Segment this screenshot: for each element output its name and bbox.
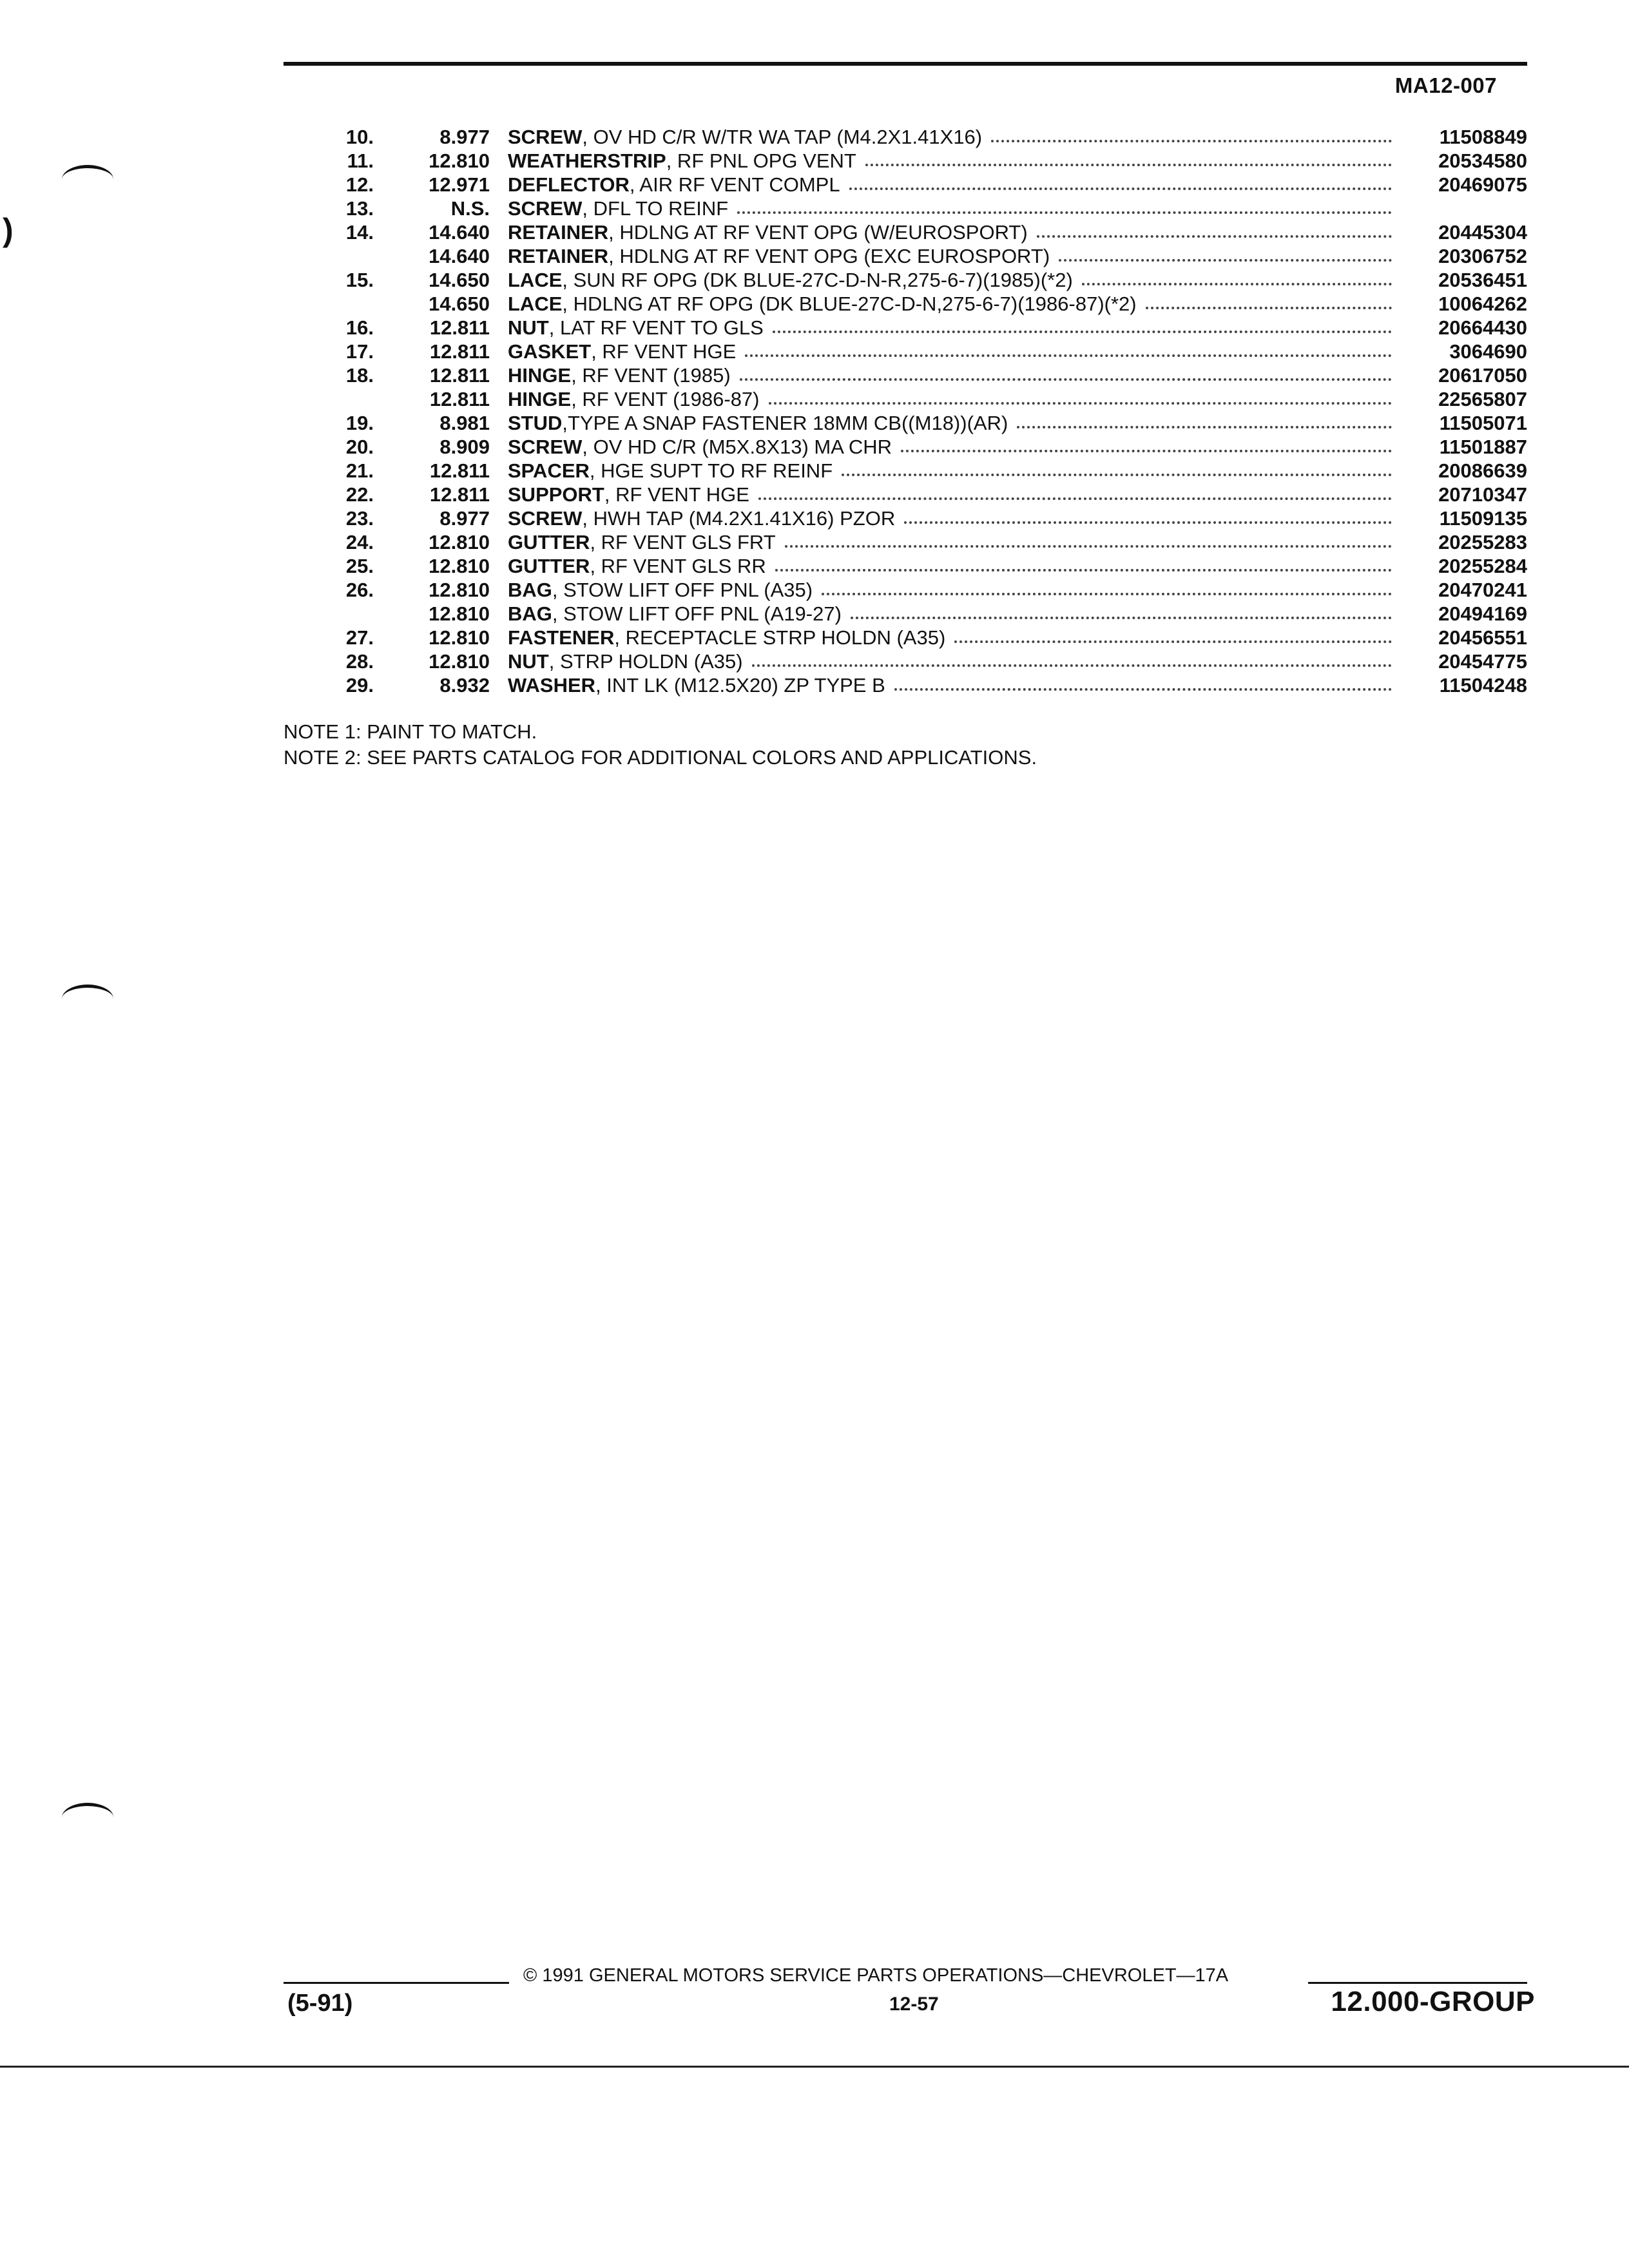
part-number: 20086639 [1438,459,1527,482]
part-description [490,459,1398,483]
part-spec: , HDLNG AT RF VENT OPG (EXC EUROSPORT) [608,245,1050,267]
footer-rule-right [1308,1982,1527,1984]
table-row [284,602,1527,626]
part-description [490,125,1398,149]
document-code: MA12-007 [1394,73,1497,97]
bottom-rule [0,2066,1629,2068]
part-spec: , RECEPTACLE STRP HOLDN (A35) [614,626,946,649]
part-description [490,483,1398,506]
part-name: SUPPORT [508,483,604,506]
group-number: N.S. [450,197,490,220]
part-number: 20255283 [1438,531,1527,553]
item-number: 19. [345,412,374,434]
part-description [490,411,1398,435]
table-row [284,673,1527,697]
part-spec: , RF VENT GLS RR [590,555,766,577]
dot-leader [894,687,1392,691]
part-name: FASTENER [508,626,615,649]
part-description [490,530,1398,554]
part-spec: ,TYPE A SNAP FASTENER 18MM CB((M18))(AR) [562,412,1008,434]
item-number: 11. [347,149,374,172]
part-number: 20306752 [1438,245,1527,267]
part-spec: , RF PNL OPG VENT [666,149,856,172]
group-number: 12.810 [429,626,490,649]
item-number: 24. [345,531,374,553]
item-number: 21. [345,459,374,482]
item-number: 27. [345,626,374,649]
part-spec: , OV HD C/R W/TR WA TAP (M4.2X1.41X16) [582,126,983,148]
dot-leader [1017,425,1392,428]
group-number: 14.650 [429,293,490,315]
part-name: HINGE [508,364,572,387]
group-number: 8.977 [439,507,490,530]
margin-binding-mark [62,985,113,1014]
part-number: 20456551 [1438,626,1527,649]
part-name: SCREW [508,126,583,148]
part-spec: , SUN RF OPG (DK BLUE-27C-D-N-R,275-6-7)(1985)(*2) [562,269,1073,291]
part-number: 20710347 [1438,483,1527,506]
part-spec: , LAT RF VENT TO GLS [548,316,764,339]
dot-leader [1037,235,1392,238]
part-name: SCREW [508,507,583,530]
part-number: 11504248 [1439,674,1527,697]
group-number: 12.811 [429,483,490,506]
parts-list [284,125,1527,697]
part-name: NUT [508,316,549,339]
dot-leader [901,449,1392,452]
part-name: GASKET [508,340,592,363]
part-name: DEFLECTOR [508,173,630,196]
table-row [284,530,1527,554]
item-number: 10. [345,126,374,148]
table-row [284,197,1527,220]
dot-leader [785,544,1392,548]
group-number: 8.932 [439,674,490,697]
note-1: NOTE 1: PAINT TO MATCH. [284,720,537,743]
dot-leader [954,640,1392,643]
part-number: 20534580 [1438,149,1527,172]
group-number: 14.640 [429,245,490,267]
table-row [284,506,1527,530]
margin-paren-mark: ) [3,212,14,248]
group-number: 8.981 [439,412,490,434]
group-number: 12.810 [429,531,490,553]
part-name: SCREW [508,436,583,458]
group-number: 12.810 [429,149,490,172]
part-name: GUTTER [508,531,590,553]
part-name: RETAINER [508,221,609,244]
dot-leader [773,330,1392,333]
part-number: 11505071 [1439,412,1527,434]
part-name: BAG [508,602,552,625]
dot-leader [752,664,1392,667]
part-spec: , STOW LIFT OFF PNL (A35) [552,579,813,601]
part-number: 11501887 [1439,436,1527,458]
group-number: 12.811 [429,388,490,410]
table-row [284,292,1527,316]
part-number: 11508849 [1439,126,1527,148]
item-number: 15. [345,269,374,291]
notes-section [284,719,1037,771]
table-row [284,578,1527,602]
part-number: 10064262 [1438,293,1527,315]
table-row [284,435,1527,459]
part-description [490,649,1398,673]
part-spec: , HDLNG AT RF VENT OPG (W/EUROSPORT) [608,221,1028,244]
item-number: 17. [345,340,374,363]
group-number: 8.977 [439,126,490,148]
table-row [284,340,1527,363]
dot-leader [851,616,1392,619]
part-name: NUT [508,650,549,673]
item-number: 26. [345,579,374,601]
part-number: 20445304 [1438,221,1527,244]
table-row [284,483,1527,506]
part-number: 20470241 [1438,579,1527,601]
part-description [490,506,1398,530]
table-row [284,649,1527,673]
item-number: 29. [345,674,374,697]
dot-leader [1059,258,1392,262]
table-row [284,626,1527,649]
part-name: WASHER [508,674,596,697]
part-description [490,626,1398,649]
group-number: 12.810 [429,555,490,577]
part-name: SPACER [508,459,590,482]
table-row [284,316,1527,340]
table-row [284,220,1527,244]
margin-binding-mark [62,1803,113,1832]
top-rule [284,62,1527,66]
footer-copyright: © 1991 GENERAL MOTORS SERVICE PARTS OPERATIONS—CHEVROLET—17A [523,1965,1229,1986]
group-number: 12.811 [429,364,490,387]
part-spec: , HWH TAP (M4.2X1.41X16) PZOR [582,507,896,530]
item-number: 14. [345,221,374,244]
part-description [490,673,1398,697]
footer-rule-left [284,1982,509,1984]
dot-leader [745,354,1392,357]
part-number: 11509135 [1439,507,1527,530]
part-number: 20494169 [1438,602,1527,625]
group-number: 14.640 [429,221,490,244]
item-number: 13. [345,197,374,220]
group-number: 14.650 [429,269,490,291]
table-row [284,244,1527,268]
part-name: WEATHERSTRIP [508,149,666,172]
table-row [284,459,1527,483]
part-spec: , OV HD C/R (M5X.8X13) MA CHR [582,436,892,458]
part-name: LACE [508,293,563,315]
part-name: RETAINER [508,245,609,267]
table-row [284,268,1527,292]
table-row [284,173,1527,197]
group-number: 12.811 [429,316,490,339]
table-row [284,125,1527,149]
footer-group-label: 12.000-GROUP [1331,1986,1535,2017]
part-spec: , RF VENT HGE [604,483,749,506]
part-description [490,197,1398,220]
part-spec: , RF VENT (1986-87) [571,388,760,410]
part-spec: , RF VENT (1985) [571,364,731,387]
table-row [284,554,1527,578]
part-number: 20664430 [1438,316,1527,339]
part-spec: , STOW LIFT OFF PNL (A19-27) [552,602,842,625]
part-number: 20469075 [1438,173,1527,196]
item-number: 12. [345,173,374,196]
part-name: HINGE [508,388,572,410]
table-row [284,387,1527,411]
item-number: 16. [345,316,374,339]
part-spec: , RF VENT GLS FRT [590,531,776,553]
dot-leader [740,378,1392,381]
group-number: 12.811 [429,459,490,482]
part-name: LACE [508,269,563,291]
part-spec: , STRP HOLDN (A35) [548,650,743,673]
part-description [490,435,1398,459]
part-number: 3064690 [1449,340,1527,363]
dot-leader [849,187,1392,190]
group-number: 12.810 [429,602,490,625]
part-description [490,173,1398,197]
part-name: BAG [508,579,552,601]
item-number: 20. [345,436,374,458]
part-number: 20536451 [1438,269,1527,291]
dot-leader [991,139,1392,142]
table-row [284,363,1527,387]
dot-leader [842,473,1392,476]
margin-binding-mark [62,165,113,194]
part-name: STUD [508,412,563,434]
dot-leader [822,592,1392,595]
footer-page-number: 12-57 [889,1994,939,2015]
footer-revision-date: (5-91) [287,1990,353,2017]
part-spec: , RF VENT HGE [591,340,737,363]
item-number: 18. [345,364,374,387]
part-number: 20255284 [1438,555,1527,577]
dot-leader [1082,282,1392,285]
dot-leader [737,211,1392,214]
part-number: 20617050 [1438,364,1527,387]
part-spec: , AIR RF VENT COMPL [629,173,840,196]
group-number: 12.811 [429,340,490,363]
part-description [490,244,1398,268]
part-description [490,149,1398,173]
part-spec: , HGE SUPT TO RF REINF [589,459,833,482]
note-2: NOTE 2: SEE PARTS CATALOG FOR ADDITIONAL COLORS AND APPLICATIONS. [284,746,1037,769]
part-description [490,554,1398,578]
table-row [284,411,1527,435]
dot-leader [775,568,1392,572]
part-spec: , HDLNG AT RF OPG (DK BLUE-27C-D-N,275-6-7)(1986-87)(*2) [562,293,1137,315]
part-description [490,387,1398,411]
item-number: 23. [345,507,374,530]
group-number: 12.971 [429,173,490,196]
table-row [284,149,1527,173]
part-description [490,268,1398,292]
part-name: GUTTER [508,555,590,577]
group-number: 8.909 [439,436,490,458]
item-number: 25. [345,555,374,577]
part-description [490,578,1398,602]
part-description [490,220,1398,244]
dot-leader [1146,306,1392,309]
part-spec: , DFL TO REINF [582,197,729,220]
part-spec: , INT LK (M12.5X20) ZP TYPE B [595,674,885,697]
part-name: SCREW [508,197,583,220]
item-number: 22. [345,483,374,506]
dot-leader [758,497,1392,500]
part-description [490,363,1398,387]
part-number: 20454775 [1438,650,1527,673]
group-number: 12.810 [429,650,490,673]
part-description [490,316,1398,340]
dot-leader [769,401,1393,405]
dot-leader [865,163,1392,166]
part-number: 22565807 [1438,388,1527,410]
dot-leader [904,521,1392,524]
item-number: 28. [345,650,374,673]
part-description [490,340,1398,363]
part-description [490,292,1398,316]
group-number: 12.810 [429,579,490,601]
part-description [490,602,1398,626]
